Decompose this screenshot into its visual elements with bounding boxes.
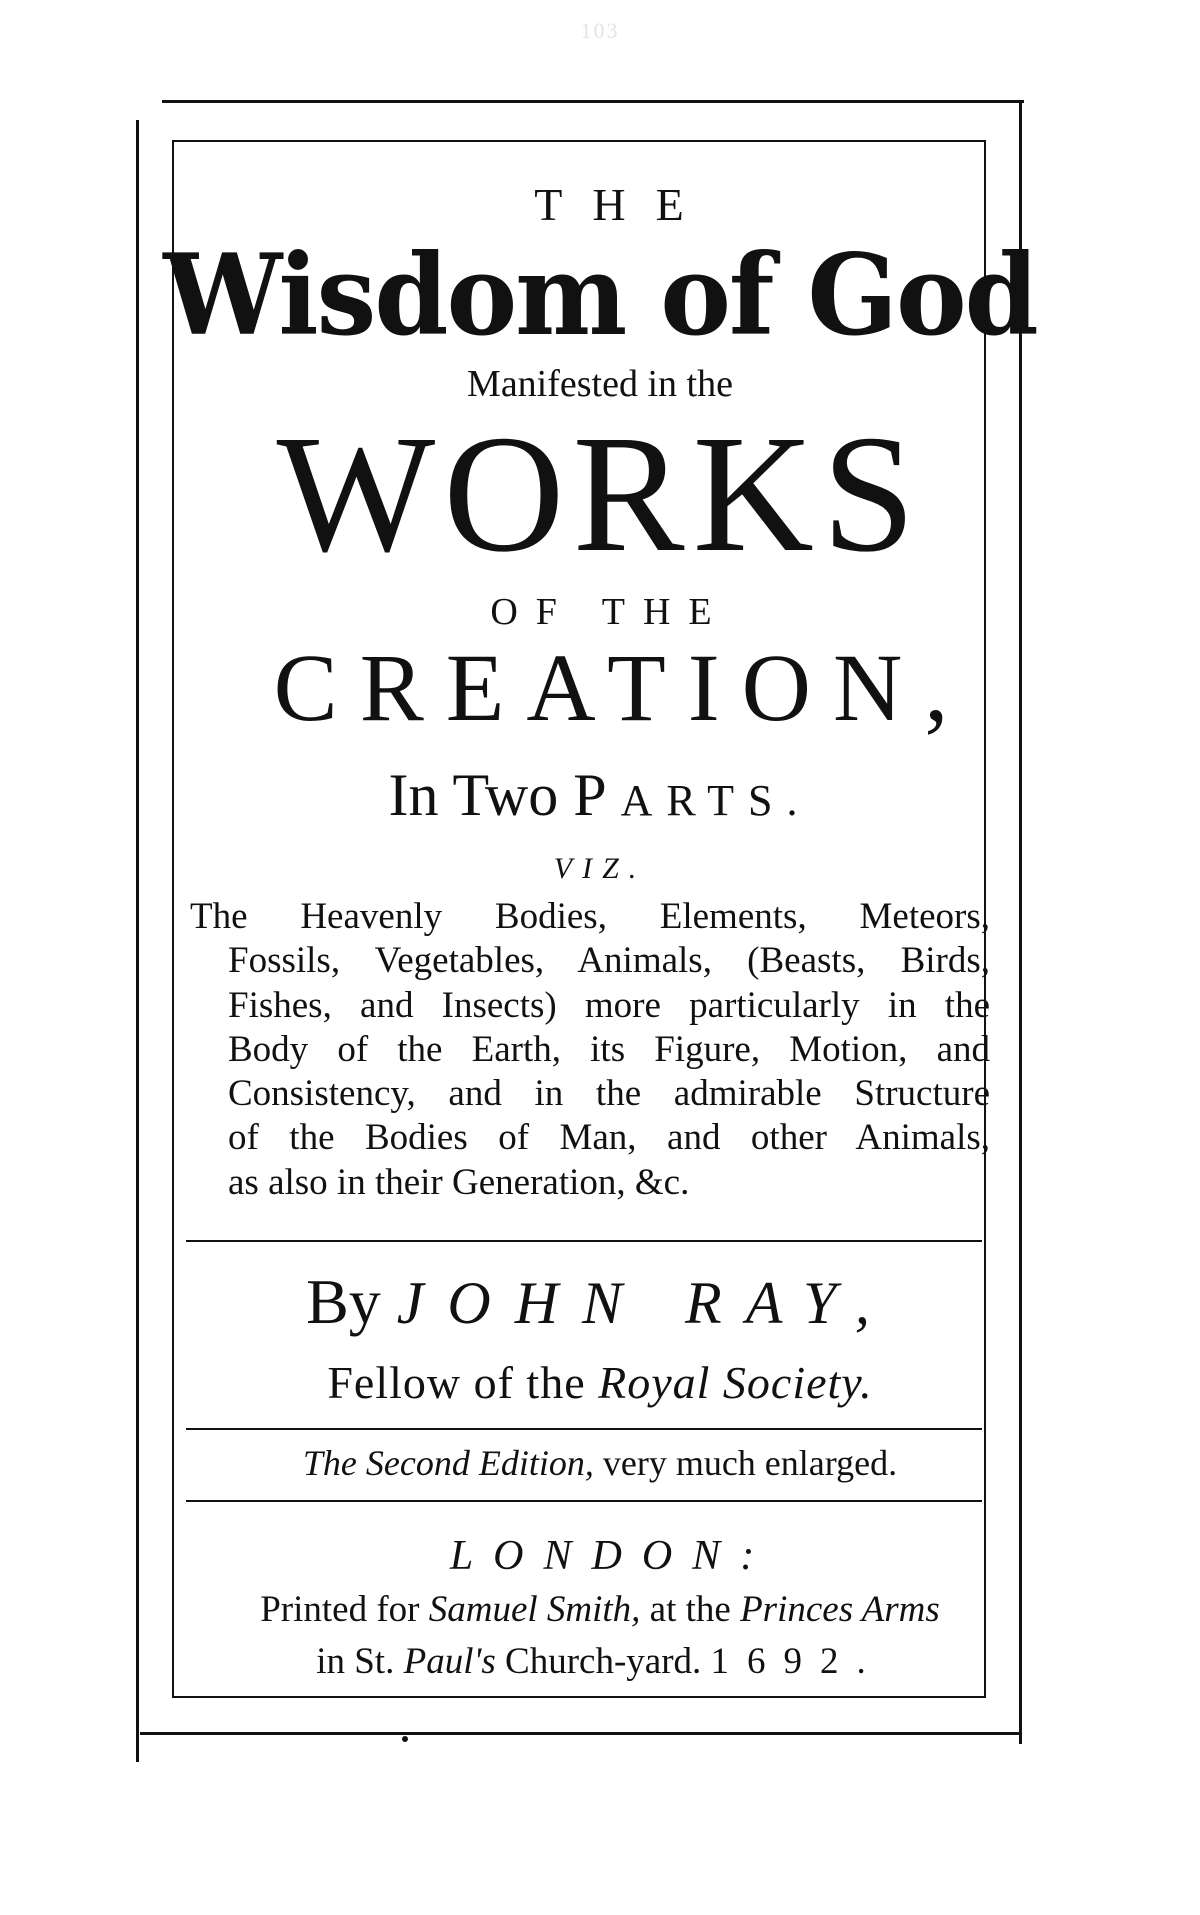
title-the: THE: [534, 179, 714, 230]
title-works: WORKS: [276, 401, 924, 587]
description-line: as also in their Generation, &c.: [228, 1161, 690, 1203]
outer-border-bottom: [140, 1732, 1020, 1735]
contents-description: [190, 895, 990, 1205]
title-wisdom-of-god: Wisdom of God: [163, 228, 1037, 361]
separator-rule: [186, 1428, 982, 1430]
church-name: Paul's: [403, 1641, 496, 1682]
imprint-printer: [0, 1588, 1200, 1631]
description-line: Fishes, and Insects) more particularly in the: [228, 984, 990, 1026]
edition-rest: very much enlarged.: [593, 1443, 898, 1483]
by-text: By: [306, 1266, 397, 1337]
title-creation: CREATION,: [273, 634, 971, 741]
printer-name: Samuel Smith,: [428, 1589, 641, 1630]
inner-border-top: [172, 140, 984, 142]
inner-border-bottom: [172, 1696, 986, 1698]
shop-sign: Princes Arms: [740, 1589, 940, 1630]
description-line: Fossils, Vegetables, Animals, (Beasts, Birds,: [228, 940, 990, 982]
imprint-location: [0, 1640, 1200, 1683]
viz-label: VIZ.: [553, 852, 647, 885]
separator-rule: [186, 1240, 982, 1242]
parts-rest: ARTS.: [620, 776, 812, 825]
church-rest: Church-yard.: [495, 1641, 711, 1682]
royal-society: Royal Society.: [598, 1357, 873, 1408]
parts-initial: P: [573, 762, 621, 828]
imprint-city: LONDON:: [449, 1533, 775, 1579]
separator-rule: [186, 1500, 982, 1502]
edition-statement: [0, 1442, 1200, 1484]
fellow-text: Fellow of the: [327, 1357, 599, 1408]
edition-italic: The Second Edition,: [302, 1443, 594, 1483]
page-number: 103: [580, 18, 620, 43]
imprint-year: 1692.: [710, 1641, 884, 1682]
outer-border-top: [162, 100, 1024, 103]
description-line: of the Bodies of Man, and other Animals,: [228, 1117, 990, 1159]
printed-mid: at the: [640, 1589, 741, 1630]
author-affiliation: [0, 1356, 1200, 1409]
description-line: Body of the Earth, its Figure, Motion, and: [228, 1028, 990, 1070]
ink-dot: [402, 1736, 408, 1742]
title-manifested: Manifested in the: [467, 363, 733, 405]
author-line: [0, 1266, 1200, 1337]
printed-for: Printed for: [260, 1589, 429, 1630]
description-line: The Heavenly Bodies, Elements, Meteors,: [190, 896, 990, 937]
author-name: JOHN RAY,: [396, 1270, 894, 1336]
church-pre: in St.: [316, 1641, 404, 1682]
title-of-the: OF THE: [490, 591, 730, 633]
description-line: Consistency, and in the admirable Structure: [228, 1073, 990, 1115]
in-two-text: In Two: [388, 762, 574, 828]
title-two-parts: [0, 762, 1200, 828]
